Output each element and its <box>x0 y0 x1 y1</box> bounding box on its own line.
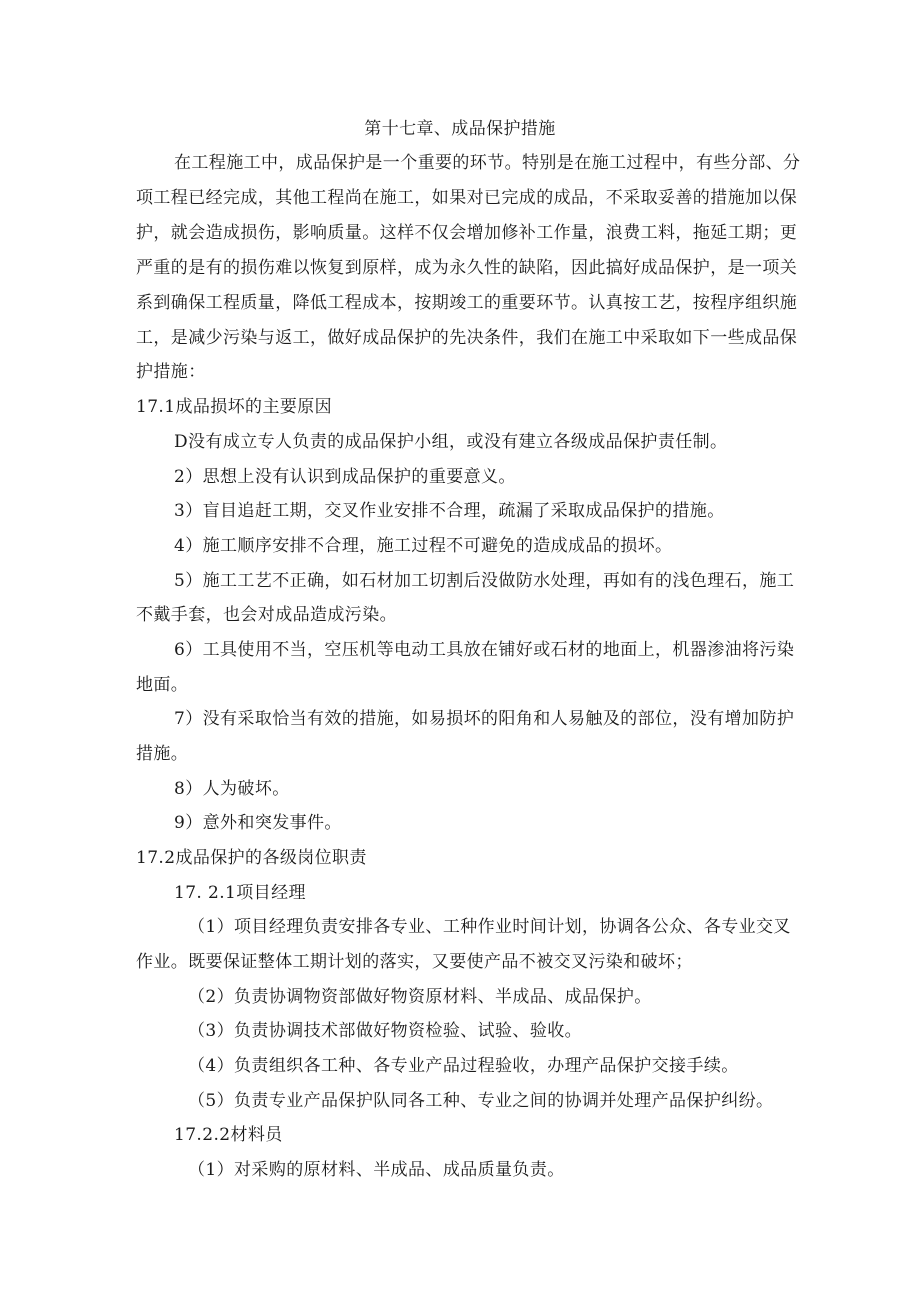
list-item: 3）盲目追赶工期，交叉作业安排不合理，疏漏了采取成品保护的措施。 <box>174 501 725 521</box>
list-item: （3）负责协调技术部做好物资检验、试验、验收。 <box>188 1021 583 1041</box>
subsection-17-2-1-heading: 17. 2.1项目经理 <box>174 883 306 903</box>
list-item: 8）人为破坏。 <box>174 779 290 799</box>
list-item: 6）工具使用不当，空压机等电动工具放在铺好或石材的地面上，机器渗油将污染 <box>174 640 795 660</box>
list-item: （1）对采购的原材料、半成品、成品质量负责。 <box>188 1160 565 1180</box>
intro-line-3: 护，就会造成损伤，影响质量。这样不仅会增加修补工作量，浪费工料，拖延工期；更 <box>136 223 798 243</box>
list-item-continuation: 作业。既要保证整体工期计划的落实，又要使产品不被交叉污染和破坏； <box>136 952 693 972</box>
list-item: （1）项目经理负责安排各专业、工种作业时间计划，协调各公众、各专业交叉 <box>188 917 791 937</box>
list-item: 2）思想上没有认识到成品保护的重要意义。 <box>174 467 516 487</box>
list-item-continuation: 不戴手套，也会对成品造成污染。 <box>136 605 397 625</box>
subsection-17-2-2-heading: 17.2.2材料员 <box>174 1125 283 1145</box>
intro-line-2: 项工程已经完成，其他工程尚在施工，如果对已完成的成品，不采取妥善的措施加以保 <box>136 188 798 208</box>
list-item-continuation: 地面。 <box>136 675 189 695</box>
section-17-2-heading: 17.2成品保护的各级岗位职责 <box>136 848 367 868</box>
list-item: （2）负责协调物资部做好物资原材料、半成品、成品保护。 <box>188 987 652 1007</box>
list-item: 5）施工工艺不正确，如石材加工切割后没做防水处理，再如有的浅色理石，施工 <box>174 571 795 591</box>
list-item: D没有成立专人负责的成品保护小组，或没有建立各级成品保护责任制。 <box>174 432 728 452</box>
chapter-title: 第十七章、成品保护措施 <box>364 119 556 139</box>
intro-line-5: 系到确保工程质量，降低工程成本，按期竣工的重要环节。认真按工艺，按程序组织施 <box>136 293 798 313</box>
intro-line-6: 工，是减少污染与返工，做好成品保护的先决条件，我们在施工中采取如下一些成品保 <box>136 328 798 348</box>
list-item: 4）施工顺序安排不合理，施工过程不可避免的造成成品的损坏。 <box>174 536 673 556</box>
list-item: 9）意外和突发事件。 <box>174 813 342 833</box>
section-17-1-heading: 17.1成品损坏的主要原因 <box>136 397 333 417</box>
intro-line-1: 在工程施工中，成品保护是一个重要的环节。特别是在施工过程中，有些分部、分 <box>174 153 801 173</box>
list-item: （4）负责组织各工种、各专业产品过程验收，办理产品保护交接手续。 <box>188 1056 739 1076</box>
list-item: 7）没有采取恰当有效的措施，如易损坏的阳角和人易触及的部位，没有增加防护 <box>174 709 795 729</box>
list-item-continuation: 措施。 <box>136 744 189 764</box>
list-item: （5）负责专业产品保护队同各工种、专业之间的协调并处理产品保护纠纷。 <box>188 1091 774 1111</box>
intro-line-7: 护措施： <box>136 362 206 382</box>
intro-line-4: 严重的是有的损伤难以恢复到原样，成为永久性的缺陷，因此搞好成品保护，是一项关 <box>136 258 798 278</box>
